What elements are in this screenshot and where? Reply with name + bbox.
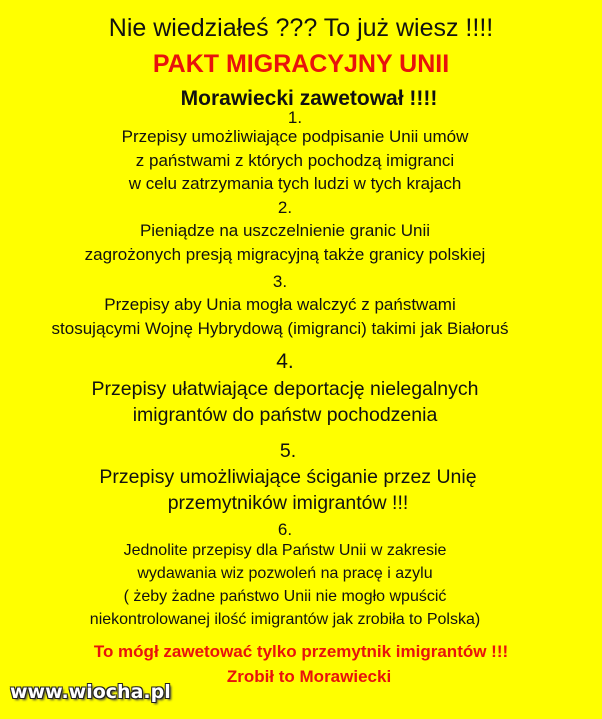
point-3-line: Przepisy aby Unia mogła walczyć z państwami	[104, 295, 456, 314]
headline: Nie wiedziałeś ??? To już wiesz !!!!	[108, 14, 494, 42]
point-3-line: stosującymi Wojnę Hybrydową (imigranci) takimi jak Białoruś	[51, 319, 509, 338]
point-2-number: 2.	[277, 198, 293, 217]
footer-line: To mógł zawetować tylko przemytnik imigrantów !!!	[93, 642, 509, 661]
point-3-number: 3.	[272, 272, 288, 291]
title: PAKT MIGRACYJNY UNII	[152, 50, 450, 78]
point-5-line: przemytników imigrantów !!!	[167, 492, 409, 514]
point-1-line: z państwami z których pochodzą imigranci	[135, 151, 455, 170]
point-2-line: Pieniądze na uszczelnienie granic Unii	[139, 221, 431, 240]
point-4-line: imigrantów do państw pochodzenia	[132, 404, 438, 426]
point-5-number: 5.	[279, 440, 297, 462]
point-4-number: 4.	[276, 350, 294, 373]
point-6-line: Jednolite przepisy dla Państw Unii w zakresie	[123, 542, 447, 559]
point-6-number: 6.	[277, 520, 293, 539]
watermark-logo: www.wiocha.pl	[10, 681, 171, 703]
point-1-line: w celu zatrzymania tych ludzi w tych krajach	[128, 174, 462, 193]
point-6-line: wydawania wiz pozwoleń na pracę i azylu	[137, 565, 433, 582]
subtitle: Morawiecki zawetował !!!!	[180, 87, 438, 110]
point-6-line: niekontrolowanej ilość imigrantów jak zrobiła to Polska)	[89, 611, 481, 628]
point-1-number: 1.	[287, 108, 303, 127]
point-5-line: Przepisy umożliwiające ściganie przez Unię	[99, 466, 477, 488]
point-6-line: ( żeby żadne państwo Unii nie mogło wpuścić	[123, 588, 447, 605]
point-1-line: Przepisy umożliwiające podpisanie Unii umów	[121, 127, 469, 146]
footer-line: Zrobił to Morawiecki	[226, 667, 392, 686]
point-4-line: Przepisy ułatwiające deportację nielegalnych	[91, 378, 479, 400]
point-2-line: zagrożonych presją migracyjną także granicy polskiej	[84, 245, 486, 264]
